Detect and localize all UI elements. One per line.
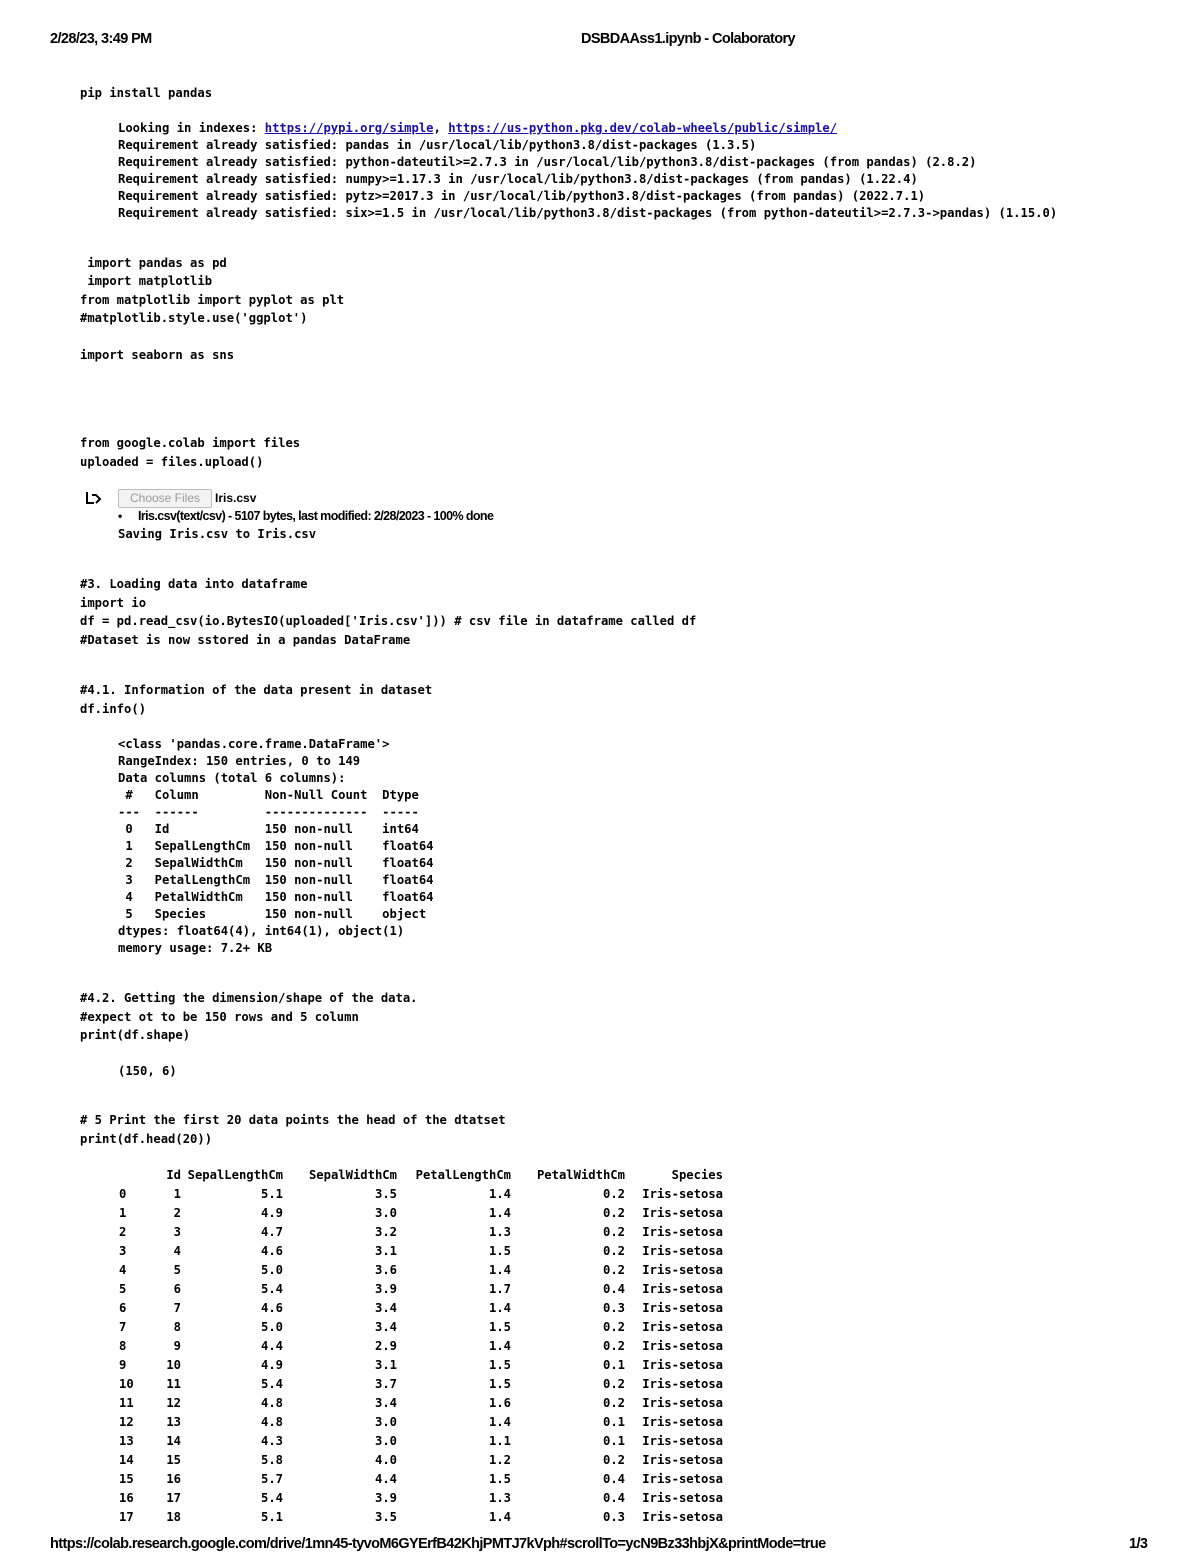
table-cell: 1.4 xyxy=(488,1263,511,1277)
table-cell: 3.1 xyxy=(374,1244,397,1258)
table-cell: Iris-setosa xyxy=(642,1472,723,1486)
table-cell: 1.2 xyxy=(488,1453,511,1467)
cell5-code-line: df.info() xyxy=(80,702,147,716)
table-cell: 9 xyxy=(173,1339,181,1353)
cell4-code-line: #3. Loading data into dataframe xyxy=(80,577,308,591)
table-cell: 1.5 xyxy=(488,1377,511,1391)
table-cell: 0.2 xyxy=(602,1187,625,1201)
table-cell: 1.5 xyxy=(488,1320,511,1334)
cell5-code-line: #4.1. Information of the data present in dataset xyxy=(80,683,433,697)
table-cell: 8 xyxy=(119,1339,127,1353)
table-cell: Iris-setosa xyxy=(642,1282,723,1296)
column-header: PetalWidthCm xyxy=(536,1168,625,1182)
table-cell: 4 xyxy=(173,1244,181,1258)
table-cell: 1.3 xyxy=(488,1225,511,1239)
table-cell: 4.3 xyxy=(260,1434,283,1448)
table-cell: 4.0 xyxy=(374,1453,397,1467)
table-cell: 12 xyxy=(166,1396,181,1410)
table-row xyxy=(118,1470,724,1489)
table-cell: 1.1 xyxy=(488,1434,511,1448)
table-cell: 0.1 xyxy=(602,1358,625,1372)
table-cell: 17 xyxy=(166,1491,181,1505)
table-row xyxy=(118,1375,724,1394)
table-cell: 5.1 xyxy=(260,1510,283,1524)
table-cell: 5.7 xyxy=(260,1472,283,1486)
table-row xyxy=(118,1489,724,1508)
cell7-code-line: # 5 Print the first 20 data points the head of the dtatset xyxy=(80,1113,506,1127)
table-cell: 3.2 xyxy=(374,1225,397,1239)
cell1-output-line: Requirement already satisfied: pandas in /usr/local/lib/python3.8/dist-packages (1.3.5) xyxy=(118,138,757,152)
table-cell: 3.9 xyxy=(374,1282,397,1296)
info-output-line: memory usage: 7.2+ KB xyxy=(118,941,273,955)
table-cell: 0 xyxy=(119,1187,127,1201)
cell1-output-line: Requirement already satisfied: numpy>=1.17.3 in /usr/local/lib/python3.8/dist-packages (from pandas) (1.22.4) xyxy=(118,172,918,186)
table-cell: 0.4 xyxy=(602,1472,625,1486)
table-cell: 1.5 xyxy=(488,1472,511,1486)
table-cell: Iris-setosa xyxy=(642,1491,723,1505)
cell2-code-line: from matplotlib import pyplot as plt xyxy=(80,293,345,307)
table-cell: 3.5 xyxy=(374,1187,397,1201)
table-row xyxy=(118,1299,724,1318)
cell1-index-line xyxy=(118,120,837,137)
table-row xyxy=(118,1185,724,1204)
table-cell: Iris-setosa xyxy=(642,1510,723,1524)
table-cell: 5.0 xyxy=(260,1320,283,1334)
pypi-link[interactable]: https://pypi.org/simple xyxy=(264,121,434,135)
table-cell: Iris-setosa xyxy=(642,1434,723,1448)
table-cell: 4 xyxy=(119,1263,127,1277)
index-prefix: Looking in indexes: xyxy=(118,121,265,135)
table-cell: 1.7 xyxy=(488,1282,511,1296)
info-output-line: 4 PetalWidthCm 150 non-null float64 xyxy=(118,890,434,904)
table-cell: Iris-setosa xyxy=(642,1377,723,1391)
table-cell: Iris-setosa xyxy=(642,1301,723,1315)
table-cell: Iris-setosa xyxy=(642,1244,723,1258)
table-cell: Iris-setosa xyxy=(642,1453,723,1467)
table-header-row xyxy=(118,1166,724,1185)
column-header xyxy=(118,1166,158,1185)
table-cell: 0.2 xyxy=(602,1377,625,1391)
table-cell: Iris-setosa xyxy=(642,1358,723,1372)
table-cell: 3.0 xyxy=(374,1206,397,1220)
table-cell: 2 xyxy=(173,1206,181,1220)
column-header: SepalLengthCm xyxy=(187,1168,283,1182)
table-cell: 4.7 xyxy=(260,1225,283,1239)
table-cell: 0.1 xyxy=(602,1415,625,1429)
table-cell: 18 xyxy=(166,1510,181,1524)
table-cell: 7 xyxy=(119,1320,127,1334)
info-output-line: 2 SepalWidthCm 150 non-null float64 xyxy=(118,856,434,870)
table-cell: 5.4 xyxy=(260,1282,283,1296)
cell7-code-line: print(df.head(20)) xyxy=(80,1132,213,1146)
table-cell: 1 xyxy=(119,1206,127,1220)
table-cell: 3.0 xyxy=(374,1415,397,1429)
table-cell: 5.4 xyxy=(260,1491,283,1505)
info-output-line: 0 Id 150 non-null int64 xyxy=(118,822,434,836)
table-cell: 14 xyxy=(119,1453,134,1467)
table-cell: Iris-setosa xyxy=(642,1206,723,1220)
table-cell: 5.8 xyxy=(260,1453,283,1467)
table-cell: 4.6 xyxy=(260,1244,283,1258)
table-cell: 15 xyxy=(166,1453,181,1467)
table-cell: 9 xyxy=(119,1358,127,1372)
table-cell: 14 xyxy=(166,1434,181,1448)
table-cell: Iris-setosa xyxy=(642,1320,723,1334)
table-cell: 1.4 xyxy=(488,1301,511,1315)
list-bullet: • xyxy=(118,509,123,523)
table-cell: 11 xyxy=(119,1396,134,1410)
cell2-code-line: #matplotlib.style.use('ggplot') xyxy=(80,311,308,325)
cell4-code-line: import io xyxy=(80,596,147,610)
table-cell: 6 xyxy=(119,1301,127,1315)
cell2-code-line: import seaborn as sns xyxy=(80,348,235,362)
table-row xyxy=(118,1337,724,1356)
table-cell: 3.9 xyxy=(374,1491,397,1505)
table-cell: 10 xyxy=(119,1377,134,1391)
table-row xyxy=(118,1451,724,1470)
table-cell: 1.5 xyxy=(488,1244,511,1258)
page-number: 1/3 xyxy=(1129,1536,1148,1552)
cell3-code-line: uploaded = files.upload() xyxy=(80,455,264,469)
info-output-line: --- ------ -------------- ----- xyxy=(118,805,434,819)
table-cell: 12 xyxy=(119,1415,134,1429)
table-cell: 3.6 xyxy=(374,1263,397,1277)
table-cell: 1.5 xyxy=(488,1358,511,1372)
table-row xyxy=(118,1432,724,1451)
table-cell: Iris-setosa xyxy=(642,1187,723,1201)
colab-wheels-link[interactable]: https://us-python.pkg.dev/colab-wheels/public/simple/ xyxy=(448,121,838,135)
link-separator: , xyxy=(433,121,449,135)
table-cell: 2.9 xyxy=(374,1339,397,1353)
table-row xyxy=(118,1318,724,1337)
table-cell: Iris-setosa xyxy=(642,1263,723,1277)
table-cell: 15 xyxy=(119,1472,134,1486)
info-output-line: 5 Species 150 non-null object xyxy=(118,907,434,921)
table-cell: 5.1 xyxy=(260,1187,283,1201)
print-datetime: 2/28/23, 3:49 PM xyxy=(50,31,152,47)
table-cell: 2 xyxy=(119,1225,127,1239)
table-cell: 1.4 xyxy=(488,1339,511,1353)
output-arrow-icon xyxy=(84,489,102,507)
table-cell: 1.4 xyxy=(488,1187,511,1201)
table-cell: 0.2 xyxy=(602,1206,625,1220)
table-cell: 0.2 xyxy=(602,1453,625,1467)
table-cell: 1.6 xyxy=(488,1396,511,1410)
table-cell: 0.4 xyxy=(602,1491,625,1505)
table-cell: 0.2 xyxy=(602,1225,625,1239)
info-output-line: 3 PetalLengthCm 150 non-null float64 xyxy=(118,873,434,887)
shape-output: (150, 6) xyxy=(118,1064,177,1078)
table-cell: 0.2 xyxy=(602,1263,625,1277)
table-cell: 4.6 xyxy=(260,1301,283,1315)
cell6-code-line: #expect ot to be 150 rows and 5 column xyxy=(80,1010,359,1024)
table-cell: 5.0 xyxy=(260,1263,283,1277)
column-header: Species xyxy=(671,1168,723,1182)
table-cell: 3.0 xyxy=(374,1434,397,1448)
cell1-output-line: Requirement already satisfied: six>=1.5 in /usr/local/lib/python3.8/dist-packages (from python-dateutil>=2.7.3->pandas) (1.15.0) xyxy=(118,206,1058,220)
cell2-code-line: import pandas as pd xyxy=(80,256,227,270)
table-cell: 1.4 xyxy=(488,1510,511,1524)
cell1-code: pip install pandas xyxy=(80,86,213,100)
table-cell: 1 xyxy=(173,1187,181,1201)
table-cell: 0.2 xyxy=(602,1396,625,1410)
table-cell: 5 xyxy=(173,1263,181,1277)
table-cell: 3.4 xyxy=(374,1320,397,1334)
table-cell: 17 xyxy=(119,1510,134,1524)
table-cell: 3 xyxy=(119,1244,127,1258)
table-cell: Iris-setosa xyxy=(642,1225,723,1239)
table-cell: 1.4 xyxy=(488,1415,511,1429)
table-cell: 3.5 xyxy=(374,1510,397,1524)
table-cell: 13 xyxy=(166,1415,181,1429)
table-cell: Iris-setosa xyxy=(642,1415,723,1429)
dataframe-head-table xyxy=(118,1166,724,1527)
cell6-code-line: print(df.shape) xyxy=(80,1028,191,1042)
table-cell: 10 xyxy=(166,1358,181,1372)
info-output-line: Data columns (total 6 columns): xyxy=(118,771,346,785)
table-cell: 5.4 xyxy=(260,1377,283,1391)
table-cell: 3.4 xyxy=(374,1396,397,1410)
column-header: SepalWidthCm xyxy=(308,1168,397,1182)
print-url: https://colab.research.google.com/drive/1mn45-tyvoM6GYErfB42KhjPMTJ7kVph#scrollTo=ycN9Bz33hbjX&printMode=true xyxy=(50,1536,826,1552)
table-cell: 0.2 xyxy=(602,1244,625,1258)
table-cell: 4.8 xyxy=(260,1396,283,1410)
cell2-code-line: import matplotlib xyxy=(80,274,213,288)
table-cell: 8 xyxy=(173,1320,181,1334)
table-cell: 1.3 xyxy=(488,1491,511,1505)
table-cell: 3 xyxy=(173,1225,181,1239)
table-cell: 11 xyxy=(166,1377,181,1391)
saving-message: Saving Iris.csv to Iris.csv xyxy=(118,527,317,541)
info-output-line: dtypes: float64(4), int64(1), object(1) xyxy=(118,924,405,938)
table-row xyxy=(118,1261,724,1280)
cell1-output-line: Requirement already satisfied: python-dateutil>=2.7.3 in /usr/local/lib/python3.8/dist-packages (from pandas) (2.8.2) xyxy=(118,155,977,169)
table-cell: 4.9 xyxy=(260,1358,283,1372)
cell6-code-line: #4.2. Getting the dimension/shape of the data. xyxy=(80,991,418,1005)
cell3-code-line: from google.colab import files xyxy=(80,436,301,450)
table-cell: 0.3 xyxy=(602,1301,625,1315)
cell1-output-line: Requirement already satisfied: pytz>=2017.3 in /usr/local/lib/python3.8/dist-packages (from pandas) (2022.7.1) xyxy=(118,189,926,203)
column-header: PetalLengthCm xyxy=(415,1168,511,1182)
table-cell: 4.4 xyxy=(374,1472,397,1486)
table-cell: Iris-setosa xyxy=(642,1339,723,1353)
cell4-code-line: #Dataset is now sstored in a pandas DataFrame xyxy=(80,633,411,647)
print-title: DSBDAAss1.ipynb - Colaboratory xyxy=(580,31,796,47)
table-cell: 16 xyxy=(166,1472,181,1486)
info-output-line: <class 'pandas.core.frame.DataFrame'> xyxy=(118,737,390,751)
table-cell: 4.8 xyxy=(260,1415,283,1429)
info-output-line: RangeIndex: 150 entries, 0 to 149 xyxy=(118,754,361,768)
table-row xyxy=(118,1280,724,1299)
info-output-line: 1 SepalLengthCm 150 non-null float64 xyxy=(118,839,434,853)
table-row xyxy=(118,1242,724,1261)
column-header: Id xyxy=(166,1168,181,1182)
table-row xyxy=(118,1356,724,1375)
table-cell: 4.4 xyxy=(260,1339,283,1353)
info-output-line: # Column Non-Null Count Dtype xyxy=(118,788,434,802)
table-row xyxy=(118,1413,724,1432)
table-cell: 3.1 xyxy=(374,1358,397,1372)
table-cell: 3.7 xyxy=(374,1377,397,1391)
table-cell: 0.4 xyxy=(602,1282,625,1296)
table-row xyxy=(118,1394,724,1413)
chosen-file-name: Iris.csv xyxy=(215,491,257,505)
table-cell: 13 xyxy=(119,1434,134,1448)
table-cell: 16 xyxy=(119,1491,134,1505)
table-row xyxy=(118,1204,724,1223)
table-cell: 0.3 xyxy=(602,1510,625,1524)
table-cell: 7 xyxy=(173,1301,181,1315)
table-cell: 4.9 xyxy=(260,1206,283,1220)
table-cell: 0.1 xyxy=(602,1434,625,1448)
table-cell: Iris-setosa xyxy=(642,1396,723,1410)
table-cell: 3.4 xyxy=(374,1301,397,1315)
table-cell: 1.4 xyxy=(488,1206,511,1220)
choose-files-button[interactable]: Choose Files xyxy=(118,489,212,508)
upload-status: Iris.csv(text/csv) - 5107 bytes, last modified: 2/28/2023 - 100% done xyxy=(138,509,494,523)
cell4-code-line: df = pd.read_csv(io.BytesIO(uploaded['Iris.csv'])) # csv file in dataframe called df xyxy=(80,614,697,628)
table-row xyxy=(118,1223,724,1242)
table-row xyxy=(118,1508,724,1527)
table-cell: 0.2 xyxy=(602,1339,625,1353)
table-cell: 0.2 xyxy=(602,1320,625,1334)
table-cell: 6 xyxy=(173,1282,181,1296)
table-cell: 5 xyxy=(119,1282,127,1296)
